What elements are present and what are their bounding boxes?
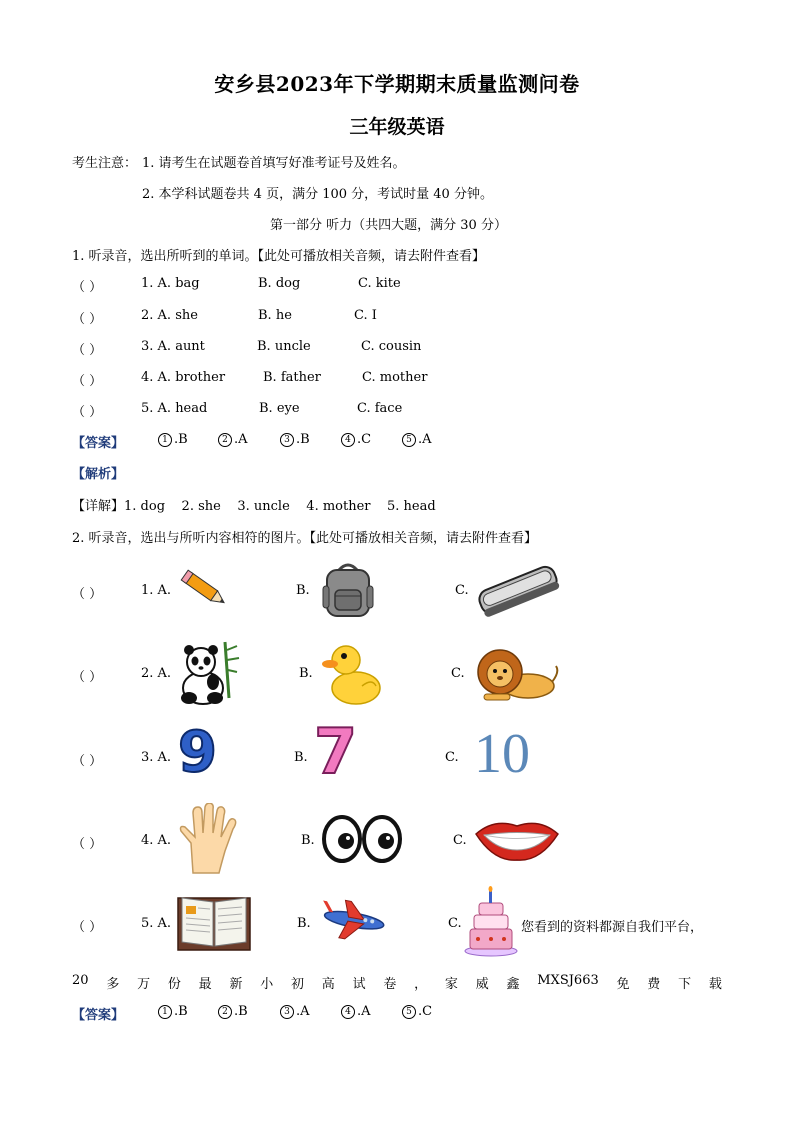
q2-option-a-label: 3. A. xyxy=(141,750,172,765)
number-nine-image: 9 xyxy=(178,720,217,785)
answer-item xyxy=(341,432,371,447)
watermark-word: 免 xyxy=(616,977,630,992)
pencil-icon xyxy=(178,565,234,615)
q2-option-b-label: B. xyxy=(296,583,310,598)
answer-paren: （ ） xyxy=(72,312,103,327)
hand-icon xyxy=(175,803,245,875)
notice-item-1: 1. 请考生在试题卷首填写好准考证号及姓名。 xyxy=(142,156,406,171)
q2-option-b-label: B. xyxy=(301,833,315,848)
q1-option-c: C. face xyxy=(357,401,403,416)
q1-row xyxy=(72,401,102,420)
notice-item-2: 2. 本学科试题卷共 4 页，满分 100 分，考试时量 40 分钟。 xyxy=(142,187,493,202)
q1-option-a: 5. A. head xyxy=(141,401,208,416)
watermark-word: 高 xyxy=(321,977,335,992)
q2-option-a-label: 2. A. xyxy=(141,666,172,681)
answer-paren: （ ） xyxy=(72,280,103,295)
watermark-word: 鑫 xyxy=(506,977,520,992)
answer-number: 4 xyxy=(341,433,355,447)
duck-icon xyxy=(322,638,384,708)
q1-option-a: 1. A. bag xyxy=(141,276,200,291)
answer-value: .B xyxy=(174,1004,188,1019)
answer-number: 1 xyxy=(158,1005,172,1019)
answer-number: 3 xyxy=(280,433,294,447)
answer-number: 5 xyxy=(402,1005,416,1019)
number-ten-image: 10 xyxy=(474,723,530,785)
q1-option-c: C. kite xyxy=(358,276,401,291)
q2-option-b-label: B. xyxy=(294,750,308,765)
page-subtitle: 三年级英语 xyxy=(349,116,445,138)
panda-icon xyxy=(175,638,241,708)
watermark-text: 您看到的资料都源自我们平台， xyxy=(521,920,704,935)
q1-prompt: 1. 听录音，选出所听到的单词。【此处可播放相关音频，请去附件查看】 xyxy=(72,249,486,264)
detail-text: 1. dog 2. she 3. uncle 4. mother 5. head xyxy=(124,499,436,514)
page-title: 安乡县2023年下学期期末质量监测问卷 xyxy=(214,72,580,96)
q1-option-c: C. mother xyxy=(362,370,428,385)
q2-option-c-label: C. xyxy=(453,833,467,848)
answer-item xyxy=(402,432,432,447)
answer-value: .A xyxy=(357,1004,371,1019)
notice-label: 考生注意： xyxy=(72,156,138,171)
answer-value: .B xyxy=(296,432,310,447)
watermark-word: 小 xyxy=(260,977,274,992)
q1-option-a: 4. A. brother xyxy=(141,370,226,385)
answer-paren: （ ） xyxy=(72,374,103,389)
answer-paren: （ ） xyxy=(72,837,103,852)
watermark-line xyxy=(72,973,722,992)
answer-item xyxy=(218,432,248,447)
eyes-icon xyxy=(322,815,404,863)
q1-option-b: B. he xyxy=(258,308,292,323)
q2-option-c-label: C. xyxy=(445,750,459,765)
watermark-code: MXSJ663 xyxy=(537,973,599,988)
watermark-word: 新 xyxy=(229,977,243,992)
q1-option-b: B. eye xyxy=(259,401,300,416)
q1-option-a: 2. A. she xyxy=(141,308,198,323)
watermark-word: 万 xyxy=(137,977,151,992)
q2-prompt: 2. 听录音，选出与所听内容相符的图片。【此处可播放相关音频，请去附件查看】 xyxy=(72,531,538,546)
watermark-word: 20 xyxy=(72,973,89,988)
watermark-word: 最 xyxy=(198,977,212,992)
detail-label: 【详解】 xyxy=(72,499,125,514)
answer-number: 2 xyxy=(218,433,232,447)
answer-item xyxy=(218,1004,248,1019)
airplane-icon xyxy=(318,898,388,944)
analysis-label: 【解析】 xyxy=(72,467,125,482)
q1-row xyxy=(72,276,102,295)
answer-label: 【答案】 xyxy=(72,436,125,451)
q1-row xyxy=(72,339,102,358)
watermark-word: 份 xyxy=(167,977,181,992)
answer-value: .B xyxy=(234,1004,248,1019)
answer-item xyxy=(158,432,188,447)
q2-option-b-label: B. xyxy=(297,916,311,931)
watermark-word: 家 xyxy=(444,977,458,992)
book-icon xyxy=(176,892,252,952)
answer-value: .A xyxy=(234,432,248,447)
q2-option-a-label: 1. A. xyxy=(141,583,172,598)
q1-option-b: B. dog xyxy=(258,276,301,291)
q1-option-b: B. uncle xyxy=(257,339,311,354)
q1-option-c: C. cousin xyxy=(361,339,422,354)
backpack-icon xyxy=(319,560,377,620)
answer-value: .B xyxy=(174,432,188,447)
answer-paren: （ ） xyxy=(72,670,103,685)
q2-option-c-label: C. xyxy=(451,666,465,681)
answer-item xyxy=(280,432,310,447)
watermark-word: 费 xyxy=(647,977,661,992)
answer-value: .C xyxy=(418,1004,433,1019)
detail-line xyxy=(72,495,436,514)
answer-number: 3 xyxy=(280,1005,294,1019)
q2-option-a-label: 4. A. xyxy=(141,833,172,848)
watermark-word: 初 xyxy=(291,977,305,992)
answer-item xyxy=(402,1004,432,1019)
answer-number: 5 xyxy=(402,433,416,447)
q1-option-c: C. I xyxy=(354,308,377,323)
q2-option-a-label: 5. A. xyxy=(141,916,172,931)
answer-item xyxy=(280,1004,310,1019)
watermark-word: 威 xyxy=(475,977,489,992)
number-seven-image: 7 xyxy=(314,715,358,788)
answer-number: 4 xyxy=(341,1005,355,1019)
q1-option-a: 3. A. aunt xyxy=(141,339,205,354)
answer-paren: （ ） xyxy=(72,587,103,602)
watermark-word: 试 xyxy=(352,977,366,992)
answer-item xyxy=(158,1004,188,1019)
watermark-word: ， xyxy=(414,977,428,992)
q2-option-b-label: B. xyxy=(299,666,313,681)
answer-paren: （ ） xyxy=(72,405,103,420)
answer-value: .C xyxy=(357,432,372,447)
answer-paren: （ ） xyxy=(72,343,103,358)
watermark-word: 多 xyxy=(106,977,120,992)
q1-row xyxy=(72,308,102,327)
part1-heading: 第一部分 听力（共四大题，满分 30 分） xyxy=(270,218,507,233)
mouth-icon xyxy=(474,816,560,862)
answer-number: 1 xyxy=(158,433,172,447)
answer-item xyxy=(341,1004,371,1019)
q2-option-c-label: C. xyxy=(448,916,462,931)
answer-value: .A xyxy=(296,1004,310,1019)
answer-number: 2 xyxy=(218,1005,232,1019)
answer-paren: （ ） xyxy=(72,754,103,769)
answer-label: 【答案】 xyxy=(72,1008,125,1023)
answer-paren: （ ） xyxy=(72,920,103,935)
birthday-cake-icon xyxy=(464,885,518,957)
lion-icon xyxy=(474,642,560,704)
q1-option-b: B. father xyxy=(263,370,321,385)
watermark-word: 载 xyxy=(708,977,722,992)
watermark-word: 下 xyxy=(678,977,692,992)
watermark-word: 卷 xyxy=(383,977,397,992)
answer-value: .A xyxy=(418,432,432,447)
q2-option-c-label: C. xyxy=(455,583,469,598)
q1-row xyxy=(72,370,102,389)
pencil-case-icon xyxy=(472,556,564,624)
